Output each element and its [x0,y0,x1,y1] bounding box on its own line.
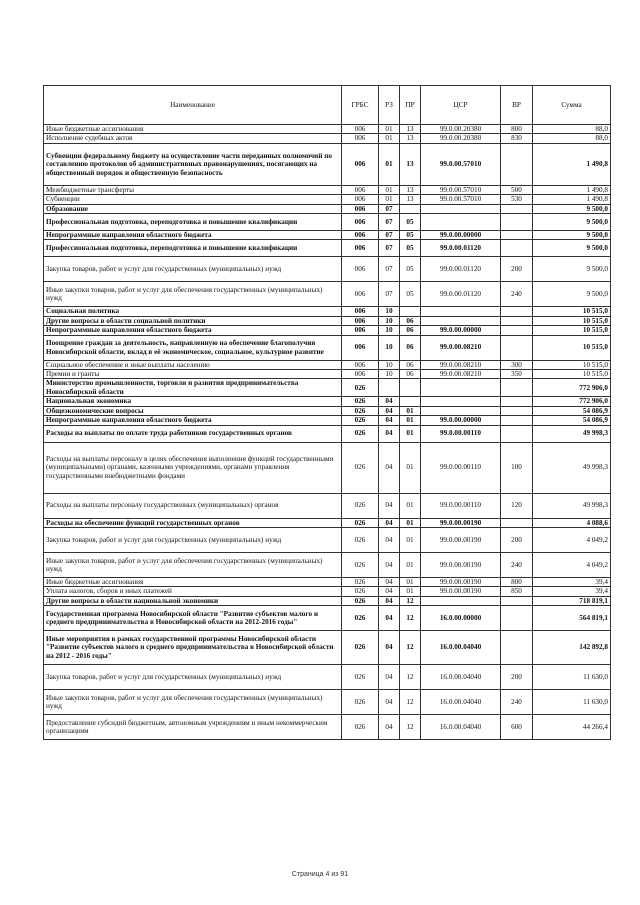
row-pr-cell: 01 [400,527,421,552]
row-vr-cell [501,425,533,442]
row-csr-cell [421,406,501,415]
row-grbs-cell: 026 [342,596,379,605]
row-rz-cell: 10 [379,326,400,335]
table-row [44,587,611,596]
row-grbs-cell: 026 [342,397,379,406]
row-csr-cell: 99.0.00.01120 [421,282,501,307]
row-vr-cell [501,518,533,527]
row-vr-cell: 240 [501,552,533,577]
row-sum-cell: 9 500,0 [533,257,611,282]
row-name-cell: Уплата налогов, сборов и иных платежей [44,587,342,596]
row-name-cell: Расходы на выплаты по оплате труда работников государственных органов [44,425,342,442]
table-row [44,715,611,740]
row-vr-cell [501,143,533,185]
row-rz-cell: 04 [379,577,400,586]
row-csr-cell [421,214,501,231]
row-name-cell: Расходы на выплаты персоналу в целях обеспечения выполнения функций государственными (муниципальными) органами, казенными учреждениями, органами управления государственными внебюджетными фондами [44,442,342,493]
row-vr-cell [501,307,533,316]
row-csr-cell [421,397,501,406]
row-pr-cell: 01 [400,442,421,493]
row-name-cell: Премии и гранты [44,370,342,379]
row-vr-cell [501,631,533,665]
row-grbs-cell: 026 [342,442,379,493]
row-csr-cell: 99.0.00.00190 [421,577,501,586]
row-pr-cell: 01 [400,552,421,577]
row-vr-cell: 830 [501,134,533,143]
row-name-cell: Профессиональная подготовка, переподготовка и повышение квалификации [44,214,342,231]
row-pr-cell: 13 [400,125,421,134]
row-vr-cell: 120 [501,493,533,518]
row-sum-cell: 10 515,0 [533,316,611,325]
row-rz-cell: 07 [379,214,400,231]
table-row [44,316,611,325]
table-row [44,125,611,134]
row-grbs-cell: 006 [342,125,379,134]
row-csr-cell: 99.0.00.00110 [421,493,501,518]
row-pr-cell: 01 [400,416,421,425]
row-sum-cell: 49 998,3 [533,493,611,518]
row-sum-cell: 49 998,3 [533,425,611,442]
row-rz-cell: 07 [379,257,400,282]
row-csr-cell [421,204,501,213]
row-pr-cell: 05 [400,257,421,282]
row-csr-cell: 99.0.00.00110 [421,425,501,442]
row-csr-cell: 99.0.00.00190 [421,527,501,552]
table-row [44,335,611,360]
row-rz-cell: 01 [379,195,400,204]
row-vr-cell: 350 [501,370,533,379]
row-vr-cell: 500 [501,185,533,194]
row-pr-cell: 06 [400,316,421,325]
row-name-cell: Непрограммные направления областного бюджета [44,326,342,335]
column-header-name: Наименование [44,86,342,125]
row-sum-cell: 10 515,0 [533,326,611,335]
row-csr-cell: 99.0.00.00190 [421,518,501,527]
row-sum-cell: 39,4 [533,587,611,596]
row-grbs-cell: 026 [342,690,379,715]
row-csr-cell: 99.0.00.57010 [421,143,501,185]
row-pr-cell: 06 [400,360,421,369]
row-name-cell: Непрограммные направления областного бюджета [44,416,342,425]
row-name-cell: Предоставление субсидий бюджетным, автономным учреждениям и иным некоммерческим организациям [44,715,342,740]
row-grbs-cell: 026 [342,406,379,415]
table-row [44,577,611,586]
row-sum-cell: 9 500,0 [533,204,611,213]
row-rz-cell: 01 [379,143,400,185]
row-csr-cell: 99.0.00.00000 [421,416,501,425]
row-sum-cell: 142 892,8 [533,631,611,665]
row-csr-cell: 99.0.00.00000 [421,326,501,335]
row-sum-cell: 9 500,0 [533,214,611,231]
row-pr-cell: 13 [400,134,421,143]
row-vr-cell: 800 [501,577,533,586]
row-name-cell: Межбюджетные трансферты [44,185,342,194]
table-row [44,185,611,194]
row-name-cell: Социальное обеспечение и иные выплаты населению [44,360,342,369]
table-row [44,690,611,715]
row-grbs-cell: 026 [342,425,379,442]
row-csr-cell: 99.0.00.00190 [421,587,501,596]
column-header-csr: ЦСР [421,86,501,125]
row-pr-cell: 12 [400,690,421,715]
table-row [44,527,611,552]
row-grbs-cell: 006 [342,214,379,231]
row-sum-cell: 1 490,8 [533,185,611,194]
row-csr-cell: 99.0.00.57010 [421,185,501,194]
row-grbs-cell: 006 [342,185,379,194]
row-csr-cell: 99.0.00.57010 [421,195,501,204]
row-name-cell: Закупка товаров, работ и услуг для государственных (муниципальных) нужд [44,527,342,552]
row-pr-cell [400,204,421,213]
table-row [44,416,611,425]
row-csr-cell: 99.0.00.01120 [421,257,501,282]
row-sum-cell: 10 515,0 [533,370,611,379]
row-rz-cell: 10 [379,360,400,369]
row-csr-cell: 99.0.00.20380 [421,125,501,134]
row-name-cell: Образование [44,204,342,213]
row-name-cell: Профессиональная подготовка, переподготовка и повышение квалификации [44,240,342,257]
row-grbs-cell: 026 [342,715,379,740]
row-rz-cell: 04 [379,518,400,527]
row-vr-cell: 600 [501,715,533,740]
row-vr-cell [501,397,533,406]
row-rz-cell: 07 [379,231,400,240]
row-csr-cell [421,596,501,605]
table-row [44,143,611,185]
page-number: Страница 4 из 91 [291,871,349,878]
row-csr-cell: 99.0.00.00190 [421,552,501,577]
row-pr-cell: 05 [400,214,421,231]
row-name-cell: Субвенции федеральному бюджету на осуществление части переданных полномочий по составлению протоколов об административных правонарушениях, посягающих на общественный порядок и общественную безопасность [44,143,342,185]
row-csr-cell: 16.0.00.00000 [421,606,501,631]
row-name-cell: Исполнение судебных актов [44,134,342,143]
row-rz-cell: 01 [379,134,400,143]
row-sum-cell: 718 819,1 [533,596,611,605]
row-vr-cell: 530 [501,195,533,204]
row-rz-cell: 10 [379,370,400,379]
row-vr-cell [501,204,533,213]
table-row [44,282,611,307]
row-grbs-cell: 026 [342,493,379,518]
row-rz-cell: 10 [379,307,400,316]
table-row [44,360,611,369]
table-row [44,240,611,257]
table-row [44,493,611,518]
row-name-cell: Другие вопросы в области социальной политики [44,316,342,325]
row-csr-cell: 16.0.00.04040 [421,631,501,665]
row-vr-cell [501,240,533,257]
table-row [44,326,611,335]
row-pr-cell: 01 [400,577,421,586]
row-grbs-cell: 006 [342,316,379,325]
row-csr-cell: 16.0.00.04040 [421,665,501,690]
row-grbs-cell: 006 [342,370,379,379]
table-row [44,552,611,577]
row-pr-cell: 12 [400,596,421,605]
row-rz-cell: 07 [379,240,400,257]
table-row [44,370,611,379]
row-vr-cell [501,335,533,360]
row-rz-cell: 01 [379,125,400,134]
row-name-cell: Закупка товаров, работ и услуг для государственных (муниципальных) нужд [44,665,342,690]
row-pr-cell: 12 [400,631,421,665]
row-pr-cell: 06 [400,335,421,360]
column-header-rz: РЗ [379,86,400,125]
row-name-cell: Другие вопросы в области национальной экономики [44,596,342,605]
table-row [44,379,611,397]
row-vr-cell [501,379,533,397]
row-sum-cell: 4 049,2 [533,552,611,577]
row-rz-cell: 04 [379,715,400,740]
row-pr-cell: 12 [400,665,421,690]
row-grbs-cell: 026 [342,527,379,552]
row-grbs-cell: 026 [342,379,379,397]
row-grbs-cell: 026 [342,665,379,690]
row-name-cell: Поощрение граждан за деятельность, направленную на обеспечение благополучия Новосибирской области, вклад в её экономическое, социальное, культурное развитие [44,335,342,360]
row-pr-cell: 05 [400,240,421,257]
table-row [44,518,611,527]
row-csr-cell: 99.0.00.08210 [421,335,501,360]
row-pr-cell: 13 [400,185,421,194]
row-name-cell: Иные бюджетные ассигнования [44,577,342,586]
table-row [44,606,611,631]
row-pr-cell: 01 [400,425,421,442]
row-sum-cell: 10 515,0 [533,307,611,316]
row-pr-cell: 05 [400,282,421,307]
row-grbs-cell: 006 [342,282,379,307]
row-rz-cell: 04 [379,493,400,518]
row-vr-cell [501,406,533,415]
row-name-cell: Иные закупки товаров, работ и услуг для обеспечения государственных (муниципальных) нужд [44,552,342,577]
row-sum-cell: 564 819,1 [533,606,611,631]
row-vr-cell: 200 [501,257,533,282]
row-csr-cell: 99.0.00.08210 [421,360,501,369]
table-row [44,631,611,665]
row-rz-cell: 04 [379,416,400,425]
row-pr-cell: 01 [400,587,421,596]
row-vr-cell: 240 [501,282,533,307]
row-name-cell: Закупка товаров, работ и услуг для государственных (муниципальных) нужд [44,257,342,282]
row-name-cell: Иные закупки товаров, работ и услуг для обеспечения государственных (муниципальных) нужд [44,282,342,307]
row-rz-cell: 04 [379,527,400,552]
row-sum-cell: 772 906,0 [533,397,611,406]
row-vr-cell: 240 [501,690,533,715]
row-pr-cell: 12 [400,606,421,631]
row-vr-cell [501,326,533,335]
row-pr-cell [400,397,421,406]
row-rz-cell: 07 [379,204,400,213]
row-pr-cell: 13 [400,143,421,185]
row-vr-cell: 100 [501,442,533,493]
row-csr-cell: 99.0.00.20380 [421,134,501,143]
table-row [44,397,611,406]
row-csr-cell: 16.0.00.04040 [421,715,501,740]
row-grbs-cell: 026 [342,577,379,586]
row-rz-cell [379,379,400,397]
table-row [44,195,611,204]
row-name-cell: Субвенции [44,195,342,204]
row-sum-cell: 9 500,0 [533,240,611,257]
row-rz-cell: 04 [379,397,400,406]
row-grbs-cell: 026 [342,518,379,527]
row-vr-cell: 300 [501,360,533,369]
row-sum-cell: 4 088,6 [533,518,611,527]
table-row [44,307,611,316]
row-csr-cell: 99.0.00.00110 [421,442,501,493]
row-pr-cell: 05 [400,231,421,240]
table-row [44,134,611,143]
budget-table [43,85,611,740]
row-grbs-cell: 006 [342,231,379,240]
row-rz-cell: 04 [379,606,400,631]
row-name-cell: Национальная экономика [44,397,342,406]
row-pr-cell: 01 [400,518,421,527]
row-sum-cell: 10 515,0 [533,335,611,360]
row-csr-cell: 99.0.00.08210 [421,370,501,379]
row-grbs-cell: 006 [342,204,379,213]
row-grbs-cell: 006 [342,195,379,204]
table-row [44,406,611,415]
row-sum-cell: 9 500,0 [533,282,611,307]
row-vr-cell [501,214,533,231]
row-vr-cell [501,596,533,605]
table-row [44,665,611,690]
column-header-grbs: ГРБС [342,86,379,125]
row-rz-cell: 04 [379,406,400,415]
row-grbs-cell: 006 [342,134,379,143]
row-sum-cell: 1 490,8 [533,195,611,204]
row-name-cell: Общеэкономические вопросы [44,406,342,415]
table-row [44,425,611,442]
table-row [44,231,611,240]
column-header-vr: ВР [501,86,533,125]
table-row [44,596,611,605]
row-vr-cell [501,416,533,425]
row-grbs-cell: 006 [342,335,379,360]
row-name-cell: Расходы на выплаты персоналу государственных (муниципальных) органов [44,493,342,518]
row-sum-cell: 4 049,2 [533,527,611,552]
row-rz-cell: 04 [379,596,400,605]
row-vr-cell: 800 [501,125,533,134]
row-pr-cell: 06 [400,326,421,335]
row-pr-cell: 06 [400,370,421,379]
row-sum-cell: 49 998,3 [533,442,611,493]
row-vr-cell [501,606,533,631]
row-grbs-cell: 026 [342,606,379,631]
row-grbs-cell: 026 [342,587,379,596]
table-row [44,442,611,493]
table-row [44,257,611,282]
row-grbs-cell: 006 [342,257,379,282]
row-sum-cell: 1 490,8 [533,143,611,185]
table-header-row [44,86,611,125]
row-rz-cell: 10 [379,316,400,325]
row-rz-cell: 04 [379,665,400,690]
row-name-cell: Государственная программа Новосибирской области "Развитие субъектов малого и среднего предпринимательства в Новосибирской области на 2012-2016 годы" [44,606,342,631]
row-vr-cell: 200 [501,665,533,690]
row-csr-cell [421,316,501,325]
row-rz-cell: 04 [379,442,400,493]
row-vr-cell [501,231,533,240]
row-grbs-cell: 006 [342,307,379,316]
row-rz-cell: 04 [379,552,400,577]
row-csr-cell [421,379,501,397]
column-header-pr: ПР [400,86,421,125]
row-rz-cell: 01 [379,185,400,194]
row-name-cell: Иные мероприятия в рамках государственной программы Новосибирской области "Развитие субъектов малого и среднего предпринимательства в Новосибирской области на 2012 - 2016 годы" [44,631,342,665]
row-rz-cell: 04 [379,690,400,715]
row-grbs-cell: 006 [342,326,379,335]
row-sum-cell: 54 086,9 [533,416,611,425]
row-pr-cell: 01 [400,493,421,518]
row-vr-cell [501,316,533,325]
row-name-cell: Министерство промышленности, торговли и развития предпринимательства Новосибирской области [44,379,342,397]
column-header-sum: Сумма [533,86,611,125]
row-sum-cell: 54 086,9 [533,406,611,415]
row-vr-cell: 200 [501,527,533,552]
row-sum-cell: 44 266,4 [533,715,611,740]
row-csr-cell: 99.0.00.01120 [421,240,501,257]
row-grbs-cell: 026 [342,416,379,425]
row-grbs-cell: 006 [342,143,379,185]
row-pr-cell: 01 [400,406,421,415]
table-row [44,204,611,213]
table-row [44,214,611,231]
row-rz-cell: 04 [379,631,400,665]
row-sum-cell: 11 630,0 [533,690,611,715]
row-sum-cell: 9 500,0 [533,231,611,240]
row-vr-cell: 850 [501,587,533,596]
row-csr-cell: 99.0.00.00000 [421,231,501,240]
row-sum-cell: 772 906,0 [533,379,611,397]
row-pr-cell: 13 [400,195,421,204]
row-rz-cell: 04 [379,425,400,442]
row-pr-cell: 12 [400,715,421,740]
row-rz-cell: 10 [379,335,400,360]
row-sum-cell: 88,0 [533,134,611,143]
row-rz-cell: 04 [379,587,400,596]
row-pr-cell [400,307,421,316]
row-sum-cell: 11 630,0 [533,665,611,690]
row-rz-cell: 07 [379,282,400,307]
row-grbs-cell: 026 [342,552,379,577]
table-body [44,125,611,740]
row-grbs-cell: 026 [342,631,379,665]
row-grbs-cell: 006 [342,240,379,257]
row-csr-cell [421,307,501,316]
row-name-cell: Иные закупки товаров, работ и услуг для обеспечения государственных (муниципальных) нужд [44,690,342,715]
row-sum-cell: 39,4 [533,577,611,586]
row-name-cell: Непрограммные направления областного бюджета [44,231,342,240]
row-grbs-cell: 006 [342,360,379,369]
row-name-cell: Расходы на обеспечение функций государственных органов [44,518,342,527]
row-name-cell: Иные бюджетные ассигнования [44,125,342,134]
row-sum-cell: 10 515,0 [533,360,611,369]
row-pr-cell [400,379,421,397]
row-name-cell: Социальная политика [44,307,342,316]
row-sum-cell: 88,0 [533,125,611,134]
row-csr-cell: 16.0.00.04040 [421,690,501,715]
